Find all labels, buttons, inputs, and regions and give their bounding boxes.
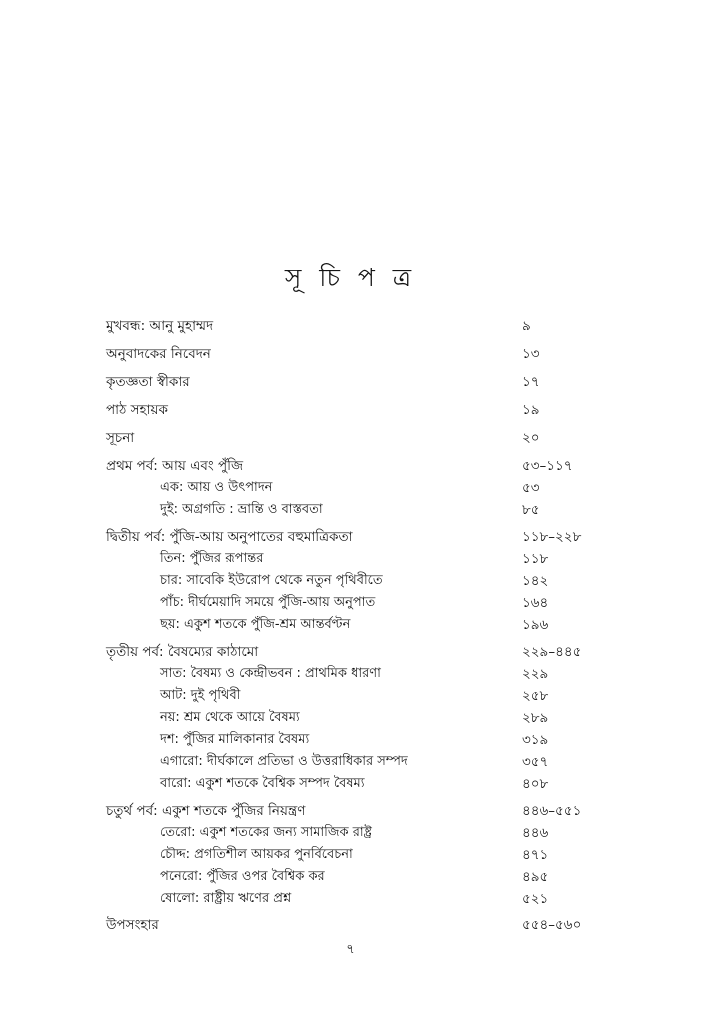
toc-entry-page: ৪০৮ — [522, 776, 549, 792]
page-number: ৭ — [346, 942, 355, 957]
toc-chapter — [0, 570, 701, 592]
toc-entry-label: ষোলো: রাষ্ট্রীয় ঋণের প্রশ্ন — [160, 891, 292, 906]
toc-entry-page: ৫৩ — [522, 480, 540, 496]
toc-entry-label: দুই: অগ্রগতি : ভ্রান্তি ও বাস্তবতা — [160, 502, 323, 517]
toc-chapter — [0, 729, 701, 751]
toc-entry-label: প্রথম পর্ব: আয় এবং পুঁজি — [106, 458, 244, 474]
toc-entry-page: ১৯৬ — [522, 617, 549, 633]
toc-chapter — [0, 822, 701, 844]
toc-chapter — [0, 751, 701, 773]
toc-chapter — [0, 773, 701, 795]
toc-entry-label: আট: দুই পৃথিবী — [160, 688, 241, 703]
toc-entry-page: ৫২১ — [522, 891, 549, 907]
page-title: সূ চি প ত্র — [284, 263, 417, 292]
toc-entry-page: ১১৮ — [522, 551, 549, 567]
toc-entry-page: ৯ — [522, 318, 531, 334]
toc-entry-page: ৪৯৫ — [522, 869, 549, 885]
toc-entry — [0, 371, 701, 393]
toc-entry-label: চৌদ্দ: প্রগতিশীল আয়কর পুনর্বিবেচনা — [160, 847, 353, 862]
toc-entry-page: ৩৫৭ — [522, 754, 549, 770]
toc-entry-label: এগারো: দীর্ঘকালে প্রতিভা ও উত্তরাধিকার সম্পদ — [160, 754, 408, 769]
toc-entry-label: কৃতজ্ঞতা স্বীকার — [106, 374, 190, 390]
toc-entry-label: সাত: বৈষম্য ও কেন্দ্রীভবন : প্রাথমিক ধারণা — [160, 666, 381, 681]
toc-chapter — [0, 685, 701, 707]
toc-chapter — [0, 499, 701, 521]
toc-entry-page: ২২৯ — [522, 666, 549, 682]
toc-entry — [0, 343, 701, 365]
toc-entry-page: ১১৮–২২৮ — [522, 529, 582, 545]
toc-entry-label: চার: সাবেকি ইউরোপ থেকে নতুন পৃথিবীতে — [160, 573, 383, 588]
toc-entry-page: ১৯ — [522, 402, 540, 418]
toc-entry-label: পনেরো: পুঁজির ওপর বৈশ্বিক কর — [160, 869, 325, 884]
toc-entry-page: ১৩ — [522, 346, 540, 362]
toc-chapter — [0, 866, 701, 888]
toc-chapter — [0, 888, 701, 910]
toc-part-heading — [0, 800, 701, 822]
toc-entry — [0, 315, 701, 337]
toc-entry-label: দ্বিতীয় পর্ব: পুঁজি-আয় অনুপাতের বহুমাত্রিকতা — [106, 529, 353, 545]
toc-entry-label: বারো: একুশ শতকে বৈশ্বিক সম্পদ বৈষম্য — [160, 776, 365, 791]
toc-chapter — [0, 548, 701, 570]
toc-entry-page: ২৮৯ — [522, 710, 549, 726]
toc-entry-label: এক: আয় ও উৎপাদন — [160, 480, 273, 495]
toc-part-heading — [0, 455, 701, 477]
toc-chapter — [0, 844, 701, 866]
toc-chapter — [0, 614, 701, 636]
toc-entry-page: ৮৫ — [522, 502, 540, 518]
toc-entry-label: সূচনা — [106, 430, 135, 446]
toc-entry-label: তিন: পুঁজির রূপান্তর — [160, 551, 264, 566]
toc-entry — [0, 399, 701, 421]
toc-entry-label: দশ: পুঁজির মালিকানার বৈষম্য — [160, 732, 310, 747]
toc-entry-page: ২৫৮ — [522, 688, 549, 704]
toc-chapter — [0, 592, 701, 614]
toc-entry-page: ১৬৪ — [522, 595, 549, 611]
toc-entry — [0, 427, 701, 449]
toc-entry-label: অনুবাদকের নিবেদন — [106, 346, 211, 362]
toc-entry-page: ২০ — [522, 430, 540, 446]
toc-entry-label: ছয়: একুশ শতকে পুঁজি-শ্রম আন্তর্বণ্টন — [160, 617, 351, 632]
toc-entry-page: ১৪২ — [522, 573, 549, 589]
toc-entry-label: তৃতীয় পর্ব: বৈষম্যের কাঠামো — [106, 644, 259, 660]
toc-entry-page: ৫৫৪–৫৬০ — [522, 917, 582, 933]
toc-entry-page: ২২৯–৪৪৫ — [522, 644, 582, 660]
toc-entry-label: উপসংহার — [106, 917, 159, 933]
toc-chapter — [0, 707, 701, 729]
toc-entry-page: ৩১৯ — [522, 732, 549, 748]
toc-entry-label: পাঠ সহায়ক — [106, 402, 168, 418]
toc-entry — [0, 914, 701, 936]
toc-chapter — [0, 663, 701, 685]
toc-entry-label: পাঁচ: দীর্ঘমেয়াদি সময়ে পুঁজি-আয় অনুপাত — [160, 595, 376, 610]
toc-entry-page: ৪৭১ — [522, 847, 549, 863]
toc-entry-label: মুখবন্ধ: আনু মুহাম্মদ — [106, 318, 214, 334]
toc-entry-label: চতুর্থ পর্ব: একুশ শতকে পুঁজির নিয়ন্ত্রণ — [106, 803, 306, 819]
toc-entry-page: ৪৪৬ — [522, 825, 549, 841]
toc-entry-page: ৪৪৬–৫৫১ — [522, 803, 582, 819]
toc-part-heading — [0, 641, 701, 663]
toc-entry-label: নয়: শ্রম থেকে আয়ে বৈষম্য — [160, 710, 300, 725]
toc-chapter — [0, 477, 701, 499]
toc-part-heading — [0, 526, 701, 548]
toc-entry-page: ৫৩–১১৭ — [522, 458, 573, 474]
toc-entry-page: ১৭ — [522, 374, 540, 390]
toc-entry-label: তেরো: একুশ শতকের জন্য সামাজিক রাষ্ট্র — [160, 825, 372, 840]
